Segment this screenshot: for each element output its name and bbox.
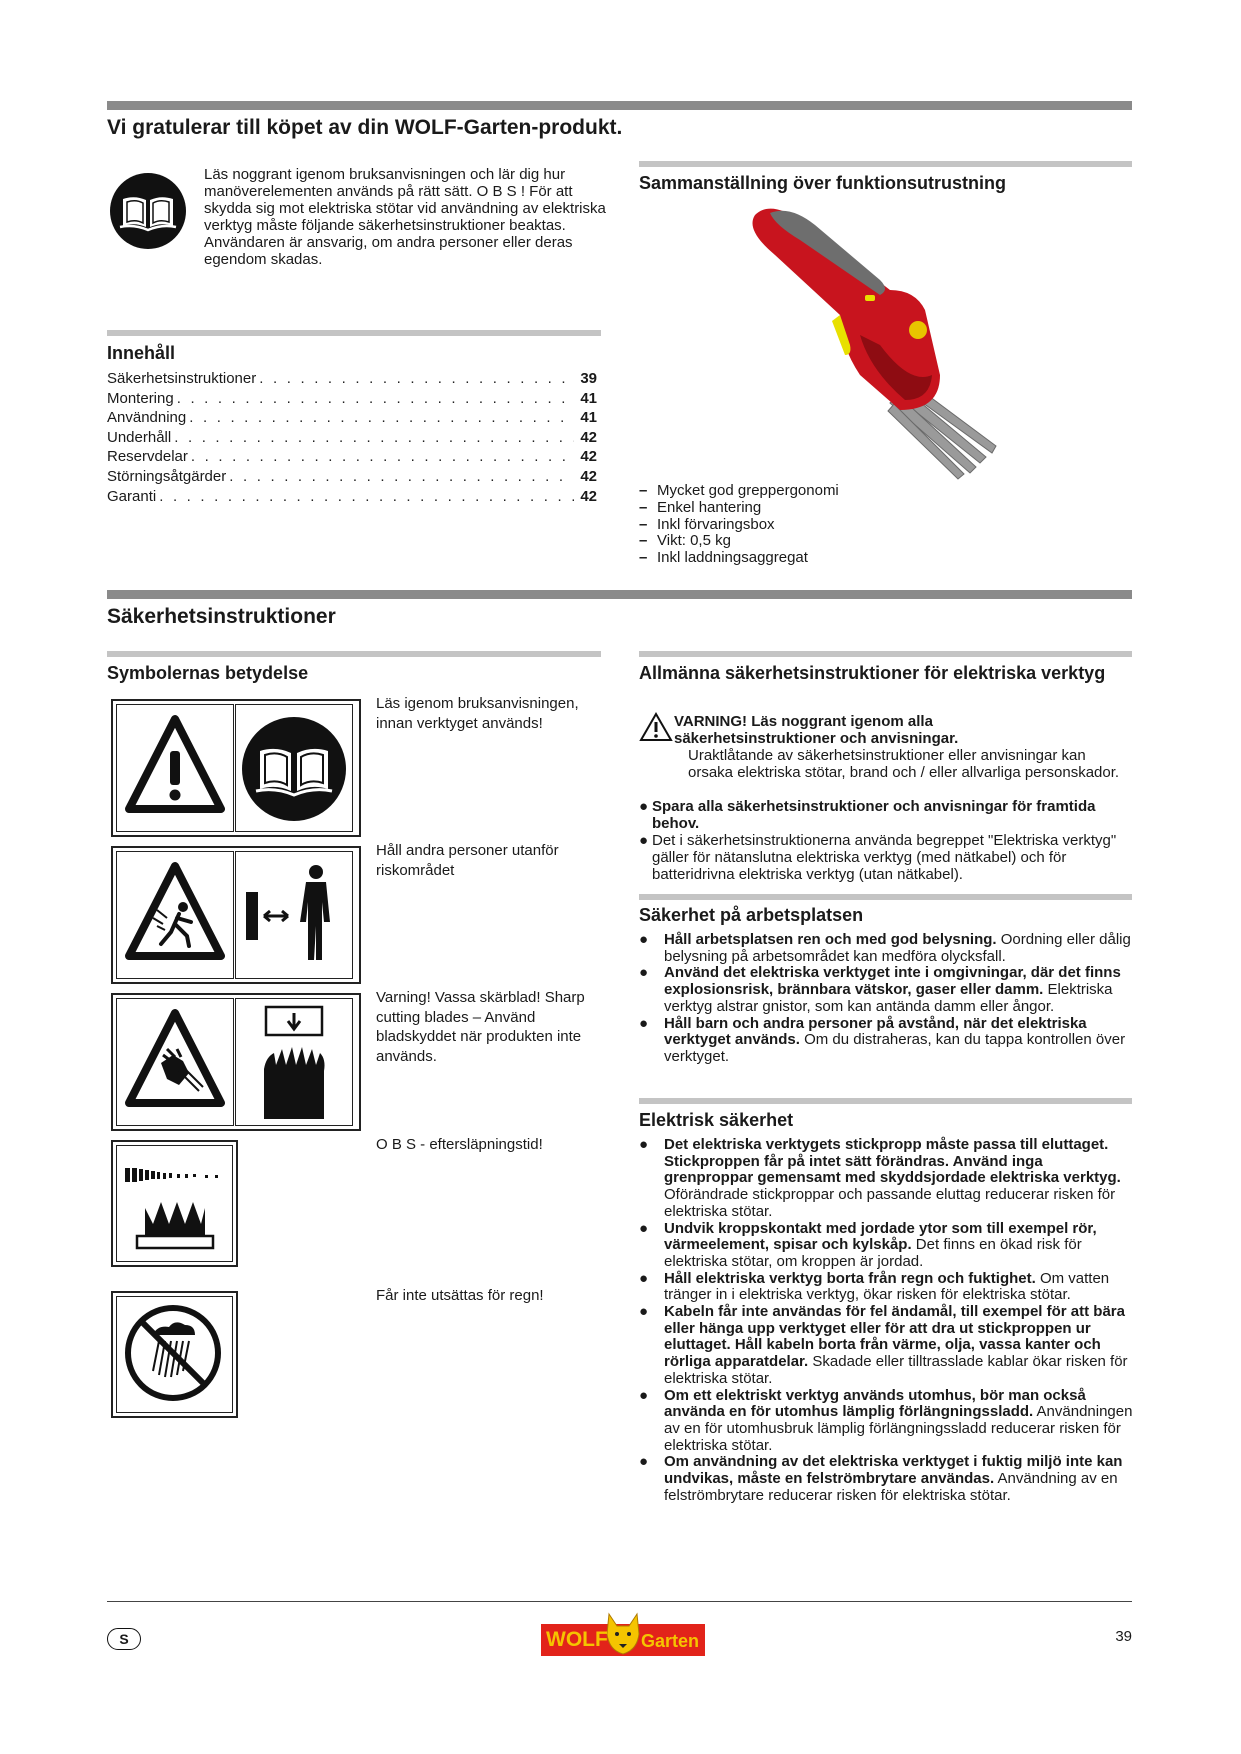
cutting-hand-warning-icon xyxy=(117,999,233,1127)
contents-rule xyxy=(107,330,601,336)
list-item: – Enkel hantering xyxy=(639,498,762,516)
warning-heading: VARNING! Läs noggrant igenom alla säkerhetsinstruktioner och anvisningar. xyxy=(674,713,959,747)
warning-text: Uraktlåtande av säkerhetsinstruktioner eller anvisningar kan orsaka elektriska stötar, brand och / eller allvarliga personskador. xyxy=(688,747,1120,781)
list-item: ● Håll elektriska verktyg borta från regn och fuktighet. Om vatten tränger in i elektriska verktyg, ökar risken för elektriska stötar. xyxy=(639,1269,1110,1304)
list-item: – Mycket god greppergonomi xyxy=(639,482,839,499)
toc-item[interactable]: Reservdelar . . . 42 xyxy=(107,447,597,467)
safety-rule xyxy=(107,590,1132,599)
safety-title: Säkerhetsinstruktioner xyxy=(107,605,336,628)
general-bullets xyxy=(639,799,1134,884)
electrical-title: Elektrisk säkerhet xyxy=(639,1110,794,1130)
table-of-contents xyxy=(107,369,597,506)
toc-item[interactable]: Underhåll . . . 42 xyxy=(107,428,597,448)
workplace-rule xyxy=(639,894,1132,900)
logo-wolf-text: WOLF xyxy=(546,1628,608,1651)
intro-text: Läs noggrant igenom bruksanvisningen och lär dig hur manöverelementen används på rätt sätt. O B S ! För att skydda sig mot elektriska stötar vid användning av elektriska verktyg måste följande säkerhetsinstruktioner beaktas. Användaren är ansvarig, om andra personer eller deras egendom skadas. xyxy=(204,166,606,268)
wolf-garten-logo xyxy=(541,1610,705,1660)
list-item: ● Använd det elektriska verktyget inte i omgivningar, där det finns explosionsrisk, brännbara vätskor, gaser eller damm. Elektriska verktyg alstrar gnistor, som kan antända damm eller ångor. xyxy=(639,964,1121,1015)
symbol-no-rain xyxy=(111,1291,238,1418)
logo-garten-text: Garten xyxy=(641,1631,700,1651)
general-title: Allmänna säkerhetsinstruktioner för elektriska verktyg xyxy=(639,663,1106,683)
toc-item[interactable]: Användning . . . 41 xyxy=(107,408,597,428)
features-list xyxy=(639,483,1119,567)
symbol-text: O B S - eftersläpningstid! xyxy=(376,1136,543,1153)
workplace-title: Säkerhet på arbetsplatsen xyxy=(639,905,864,925)
thrown-objects-warning-icon xyxy=(117,852,233,980)
header-rule xyxy=(107,101,1132,110)
fox-head-icon xyxy=(605,1612,641,1656)
workplace-bullets xyxy=(639,932,1134,1066)
symbol-text: Får inte utsättas för regn! xyxy=(376,1287,544,1304)
list-item: – Vikt: 0,5 kg xyxy=(639,532,731,550)
symbol-text: Håll andra personer utanför riskområdet xyxy=(376,842,559,879)
electrical-rule xyxy=(639,1098,1132,1104)
list-item: ● Håll barn och andra personer på avstånd, när det elektriska verktyget används. Om du distraheras, kan du tappa kontrollen över verktyget. xyxy=(639,1014,1126,1065)
blade-guard-icon xyxy=(236,999,352,1127)
list-item: ● Kabeln får inte användas för fel ändamål, till exempel för att bära eller hänga upp verktyget eller för att dra ut stickproppen ur eluttaget. Håll kabeln borta från värme, olja, vassa kanter och rörliga apparatdelar. Skadade eller tilltrasslade kablar ökar risken för elektriska stötar. xyxy=(639,1303,1128,1387)
list-item: ● Spara alla säkerhetsinstruktioner och anvisningar för framtida behov. xyxy=(639,798,1096,832)
book-icon xyxy=(109,172,187,250)
product-image xyxy=(740,195,1020,485)
no-rain-icon xyxy=(117,1297,229,1409)
symbol-sharp-blades xyxy=(111,993,361,1131)
list-item: ● Det elektriska verktygets stickpropp måste passa till eluttaget. Stickproppen får på intet sätt förändras. Använd inga grenproppar gemensamt med skyddsjordade elektriska verktyg. Oförändrade stickproppar och passande eluttag reducerar risken för elektriska stötar. xyxy=(639,1136,1121,1220)
list-item: ● Håll arbetsplatsen ren och med god belysning. Oordning eller dålig belysning på arbetsområdet kan medföra olycksfall. xyxy=(639,931,1131,965)
keep-distance-icon xyxy=(236,852,352,980)
page-number: 39 xyxy=(1115,1628,1132,1645)
symbol-run-on-time xyxy=(111,1140,238,1267)
toc-item[interactable]: Garanti . . . 42 xyxy=(107,487,597,507)
symbols-rule xyxy=(107,651,601,657)
book-icon xyxy=(236,705,352,833)
list-item: ● Undvik kroppskontakt med jordade ytor som till exempel rör, värmeelement, spisar och kylskåp. Det finns en ökad risk för elektriska stötar, om kroppen är jordad. xyxy=(639,1219,1097,1270)
page-title: Vi gratulerar till köpet av din WOLF-Garten-produkt. xyxy=(107,116,623,139)
general-rule xyxy=(639,651,1132,657)
country-badge: S xyxy=(107,1628,141,1650)
symbol-keep-distance xyxy=(111,846,361,984)
toc-item[interactable]: Störningsåtgärder . . . 42 xyxy=(107,467,597,487)
features-title: Sammanställning över funktionsutrustning xyxy=(639,173,1007,193)
features-rule xyxy=(639,161,1132,167)
list-item: ● Om ett elektriskt verktyg används utomhus, bör man också använda en för utomhus lämplig förlängningssladd. Användningen av en för utomhusbruk lämplig förlängningssladd reducerar risken för elektriska stötar. xyxy=(639,1386,1133,1454)
toc-item[interactable]: Montering . . . 41 xyxy=(107,389,597,409)
list-item: ● Om användning av det elektriska verktyget i fuktig miljö inte kan undvikas, måste en felströmbrytare användas. Användning av en felströmbrytare reducerar risken för elektriska stötar. xyxy=(639,1453,1123,1504)
symbol-text: Läs igenom bruksanvisningen, innan verktyget används! xyxy=(376,695,579,732)
warning-triangle-icon xyxy=(117,705,233,833)
symbol-text: Varning! Vassa skärblad! Sharp cutting blades – Använd bladskyddet när produkten inte används. xyxy=(376,989,585,1065)
symbols-title: Symbolernas betydelse xyxy=(107,663,309,683)
list-item: – Inkl laddningsaggregat xyxy=(639,549,808,567)
symbol-read-manual xyxy=(111,699,361,837)
list-item: – Inkl förvaringsbox xyxy=(639,515,775,533)
toc-item[interactable]: Säkerhetsinstruktioner . . . 39 xyxy=(107,369,597,389)
warning-triangle-icon xyxy=(639,712,673,742)
footer-rule xyxy=(107,1601,1132,1602)
run-on-time-icon xyxy=(117,1146,229,1258)
contents-title: Innehåll xyxy=(107,343,176,363)
list-item: ● Det i säkerhetsinstruktionerna använda begreppet "Elektriska verktyg" gäller för nätanslutna elektriska verktyg (med nätkabel) och för batteridrivna elektriska verktyg (utan nätkabel). xyxy=(639,832,1117,883)
electrical-bullets xyxy=(639,1137,1134,1504)
